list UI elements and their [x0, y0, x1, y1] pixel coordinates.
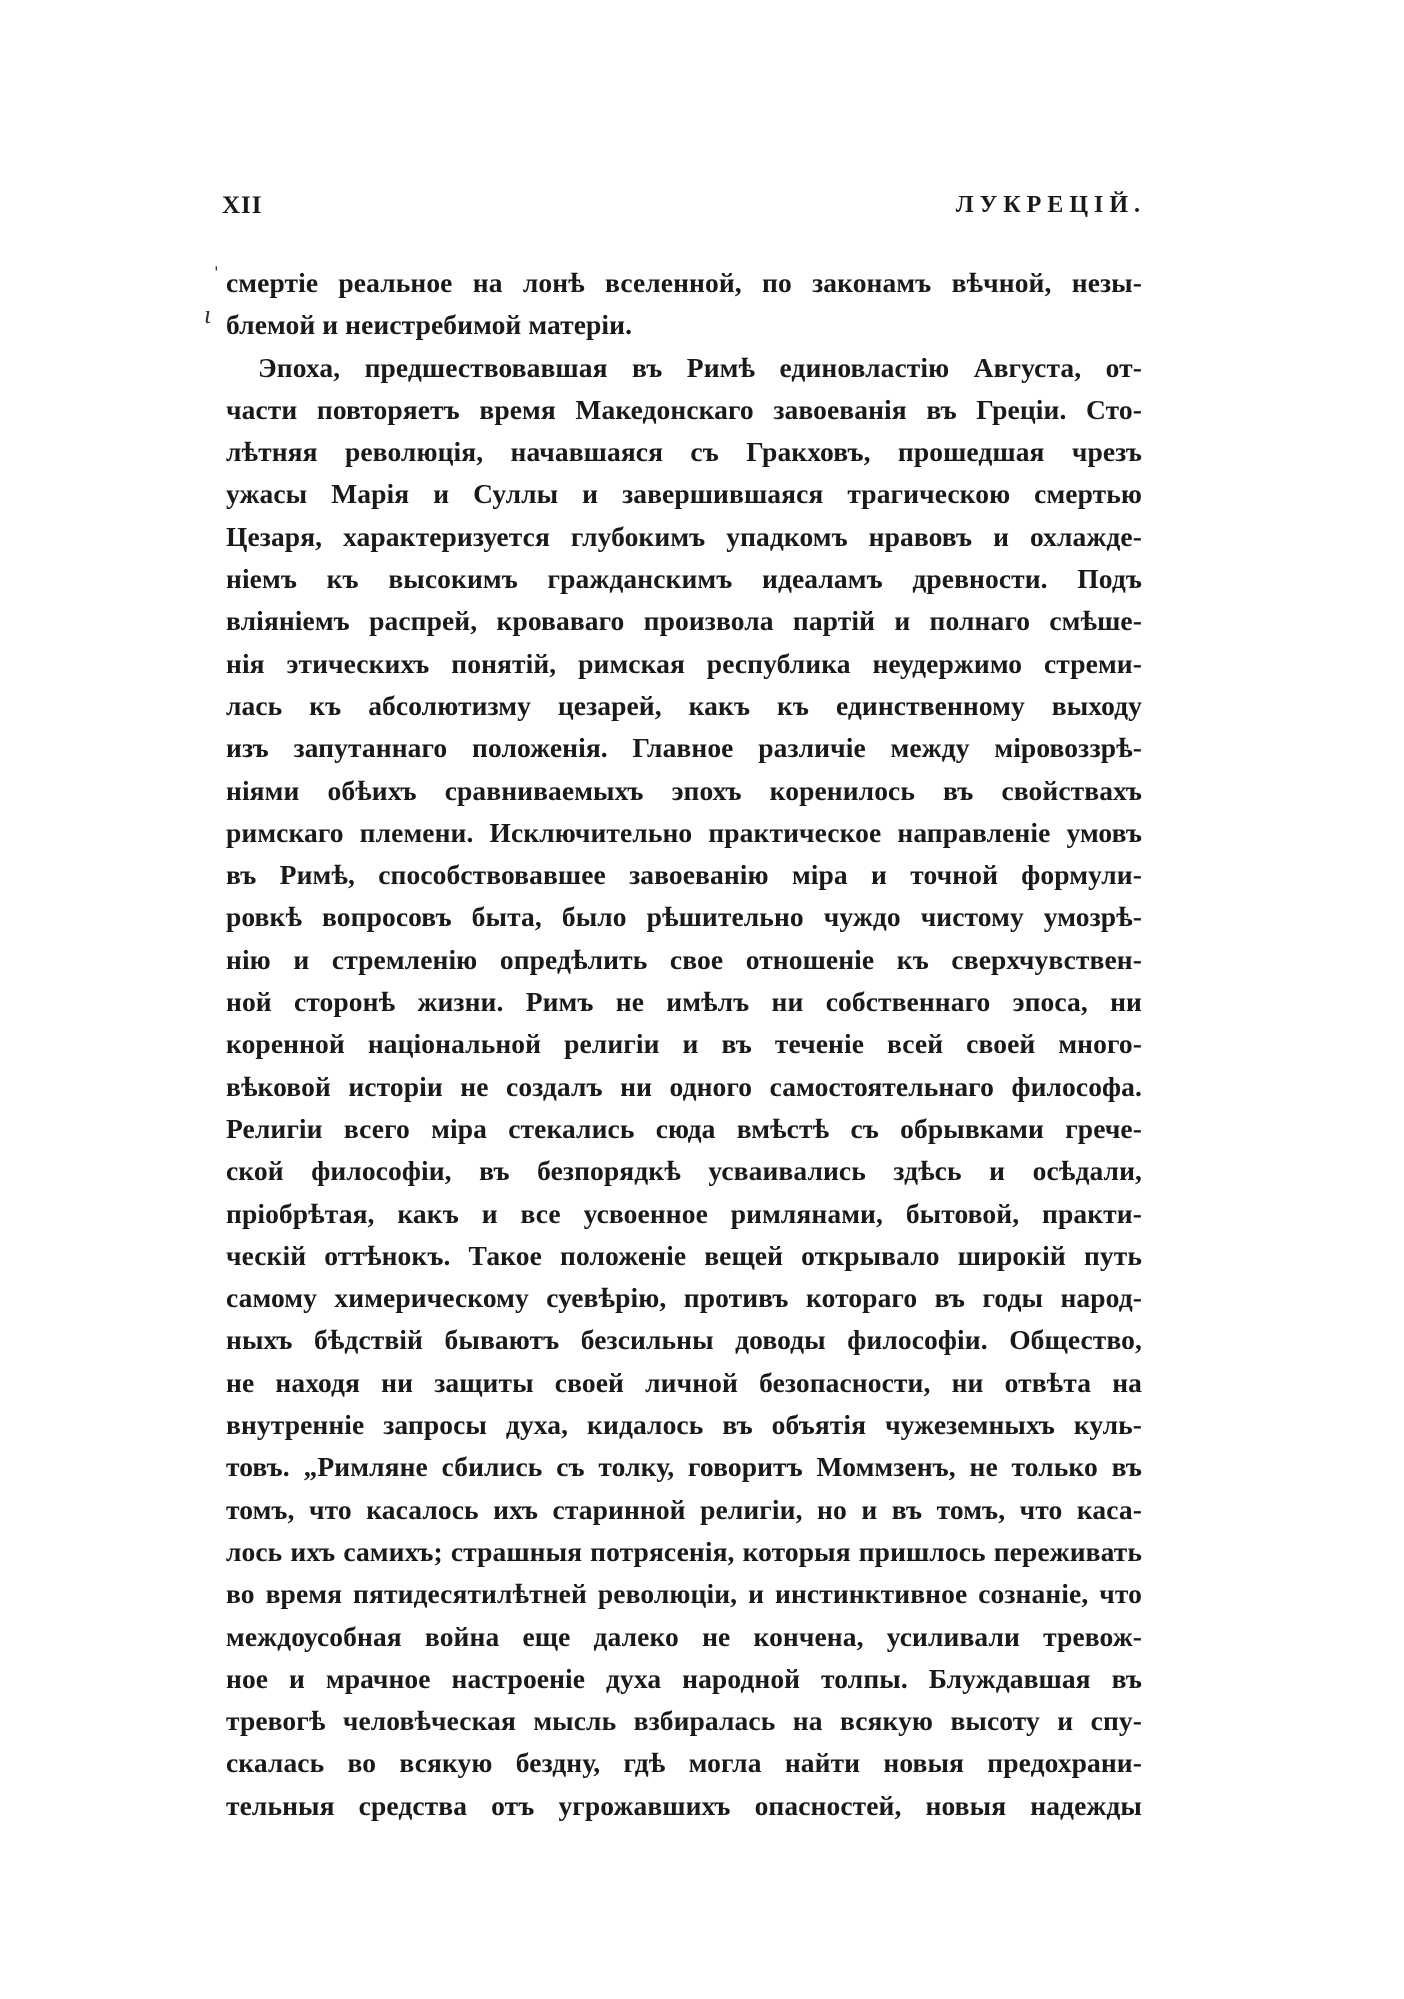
text-line: не находя ни защиты своей личной безопасности, ни отвѣта на — [226, 1366, 1142, 1398]
text-line: ное и мрачное настроеніе духа народной толпы. Блуждавшая въ — [226, 1662, 1142, 1694]
margin-mark-stroke: ɩ — [204, 300, 212, 329]
text-line: въ Римѣ, способствовавшее завоеванію міра и точной формули- — [226, 859, 1142, 891]
text-line: Религіи всего міра стекались сюда вмѣстѣ съ обрывками грече- — [226, 1112, 1142, 1144]
text-line: вѣковой исторіи не создалъ ни одного самостоятельнаго философа. — [226, 1070, 1142, 1102]
text-line: тревогѣ человѣческая мысль взбиралась на всякую высоту и спу- — [226, 1705, 1142, 1737]
text-line: междоусобная война еще далеко не кончена, усиливали тревож- — [226, 1620, 1142, 1652]
paragraph — [226, 347, 1142, 1827]
text-line: Цезаря, характеризуется глубокимъ упадкомъ нравовъ и охлажде- — [226, 520, 1142, 552]
text-line: тельныя средства отъ угрожавшихъ опасностей, новыя надежды — [226, 1789, 1142, 1821]
text-line: лось ихъ самихъ; страшныя потрясенія, которыя пришлось переживать — [226, 1535, 1142, 1567]
text-line: лась къ абсолютизму цезарей, какъ къ единственному выходу — [226, 689, 1142, 721]
text-line: ужасы Марія и Суллы и завершившаяся трагическою смертью — [226, 478, 1142, 510]
text-line: ніемъ къ высокимъ гражданскимъ идеаламъ древности. Подъ — [226, 563, 1142, 595]
text-line: нію и стремленію опредѣлить свое отношеніе къ сверхчувствен- — [226, 943, 1142, 975]
text-line: ныхъ бѣдствій бываютъ безсильны доводы философіи. Общество, — [226, 1324, 1142, 1356]
text-line: пріобрѣтая, какъ и все усвоенное римлянами, бытовой, практи- — [226, 1197, 1142, 1229]
page-header — [222, 192, 1146, 232]
margin-mark-dot: ˈ — [212, 262, 221, 291]
text-line: самому химерическому суевѣрію, противъ котораго въ годы народ- — [226, 1282, 1142, 1314]
text-line: товъ. „Римляне сбились съ толку, говоритъ Моммзенъ, не только въ — [226, 1451, 1142, 1483]
text-line: томъ, что касалось ихъ старинной религіи, но и въ томъ, что каса- — [226, 1493, 1142, 1525]
text-line: смертіе реальное на лонѣ вселенной, по законамъ вѣчной, незы- — [226, 267, 1142, 298]
body-text — [226, 262, 1142, 1827]
text-line: ской философіи, въ безпорядкѣ усваивались здѣсь и осѣдали, — [226, 1155, 1142, 1187]
text-line: ровкѣ вопросовъ быта, было рѣшительно чуждо чистому умозрѣ- — [226, 901, 1142, 933]
text-line: вліяніемъ распрей, кроваваго произвола партій и полнаго смѣше- — [226, 605, 1142, 637]
text-line: римскаго племени. Исключительно практическое направленіе умовъ — [226, 816, 1142, 848]
text-line: части повторяетъ время Македонскаго завоеванія въ Греціи. Сто- — [226, 393, 1142, 425]
text-line: коренной національной религіи и въ теченіе всей своей много- — [226, 1028, 1142, 1060]
text-line: блемой и неистребимой матеріи. — [226, 309, 633, 341]
text-line: изъ запутаннаго положенія. Главное различіе между міровоззрѣ- — [226, 732, 1142, 764]
text-line: скалась во всякую бездну, гдѣ могла найти новыя предохрани- — [226, 1747, 1142, 1779]
text-line: Эпоха, предшествовавшая въ Римѣ единовластію Августа, от- — [258, 351, 1142, 383]
text-line: нія этическихъ понятій, римская республика неудержимо стреми- — [226, 647, 1142, 679]
paragraph — [226, 262, 1142, 347]
text-line: во время пятидесятилѣтней революціи, и инстинктивное сознаніе, что — [226, 1578, 1142, 1610]
text-line: внутренніе запросы духа, кидалось въ объятія чужеземныхъ куль- — [226, 1409, 1142, 1441]
text-line: лѣтняя революція, начавшаяся съ Гракховъ, прошедшая чрезъ — [226, 436, 1142, 468]
running-title: ЛУКРЕЦІЙ. — [955, 192, 1146, 218]
text-line: ческій оттѣнокъ. Такое положеніе вещей открывало широкій путь — [226, 1239, 1142, 1271]
text-line: ніями обѣихъ сравниваемыхъ эпохъ коренилось въ свойствахъ — [226, 774, 1142, 806]
page-number: XII — [222, 192, 263, 219]
text-line: ной сторонѣ жизни. Римъ не имѣлъ ни собственнаго эпоса, ни — [226, 986, 1142, 1018]
